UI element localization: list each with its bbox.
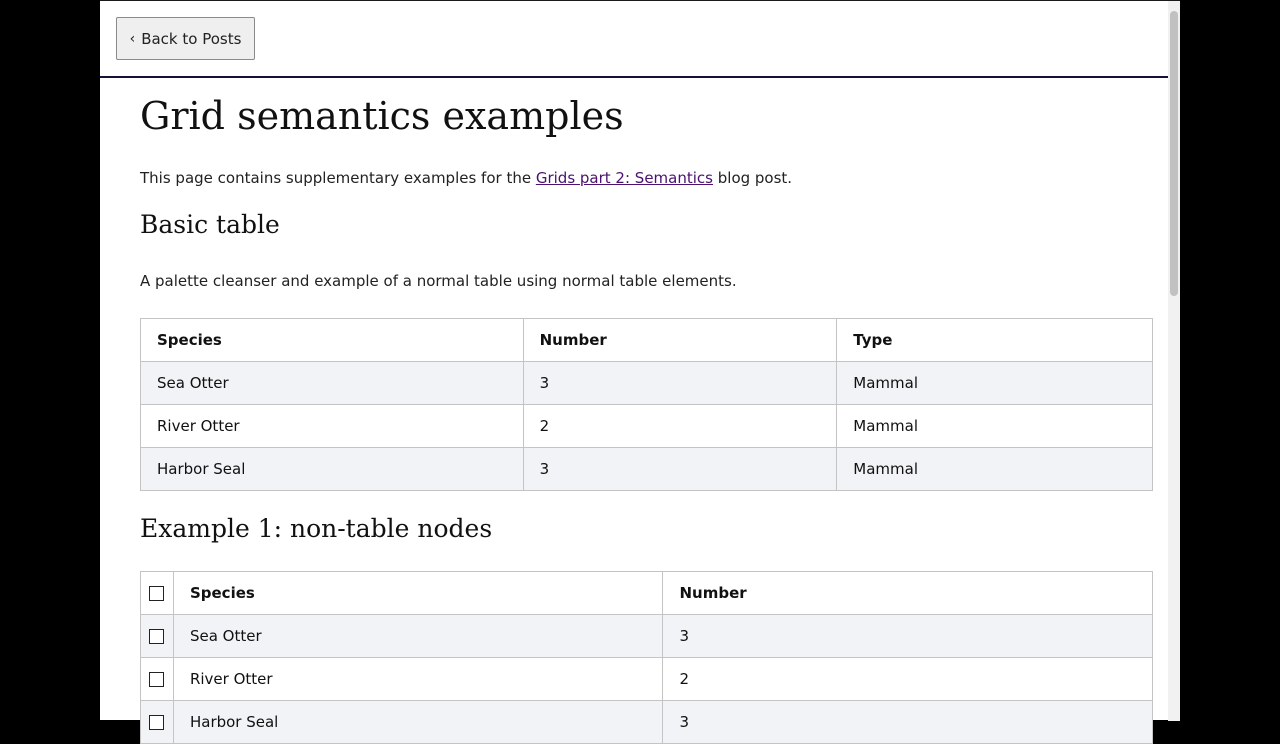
grid-header-row [141, 572, 1153, 615]
row-checkbox[interactable] [149, 715, 164, 730]
table-header-row [141, 319, 1153, 362]
intro-paragraph [140, 168, 1153, 188]
table-cell: Mammal [837, 362, 1153, 405]
chevron-left-icon: ‹ [129, 30, 136, 47]
column-header-species: Species [173, 572, 663, 615]
grid-cell: Harbor Seal [173, 701, 663, 744]
column-header-type: Type [837, 319, 1153, 362]
table-cell: 3 [523, 448, 837, 491]
grid-row [141, 615, 1153, 658]
intro-suffix: blog post. [712, 169, 793, 187]
table-cell: River Otter [141, 405, 524, 448]
grid-cell: 3 [663, 615, 1153, 658]
browser-viewport [100, 0, 1180, 731]
blog-post-link[interactable]: Grids part 2: Semantics [535, 169, 713, 187]
table-cell: Sea Otter [141, 362, 524, 405]
table-row [141, 448, 1153, 491]
page-title: Grid semantics examples [140, 94, 624, 138]
scrollbar-thumb[interactable] [1170, 11, 1178, 296]
table-cell: Mammal [837, 405, 1153, 448]
top-bar [100, 1, 1168, 78]
grid-cell: River Otter [173, 658, 663, 701]
table-row [141, 405, 1153, 448]
basic-table-description: A palette cleanser and example of a normal table using normal table elements. [140, 272, 737, 290]
example1-heading: Example 1: non-table nodes [140, 514, 493, 543]
example1-grid [140, 571, 1153, 744]
table-cell: 2 [523, 405, 837, 448]
column-header-number: Number [663, 572, 1153, 615]
main-content [140, 80, 1153, 744]
back-button-label: Back to Posts [141, 29, 242, 48]
table-cell: Mammal [837, 448, 1153, 491]
row-checkbox[interactable] [149, 672, 164, 687]
grid-row [141, 701, 1153, 744]
basic-table-heading: Basic table [140, 210, 280, 239]
row-select-cell [141, 615, 174, 658]
basic-table [140, 318, 1153, 491]
table-cell: Harbor Seal [141, 448, 524, 491]
row-select-cell [141, 658, 174, 701]
back-to-posts-button[interactable] [116, 17, 255, 60]
row-select-cell [141, 701, 174, 744]
intro-prefix: This page contains supplementary examples for the [140, 169, 536, 187]
grid-cell: 3 [663, 701, 1153, 744]
grid-cell: 2 [663, 658, 1153, 701]
column-header-species: Species [141, 319, 524, 362]
row-checkbox[interactable] [149, 629, 164, 644]
table-row [141, 362, 1153, 405]
select-all-checkbox[interactable] [149, 586, 164, 601]
grid-row [141, 658, 1153, 701]
vertical-scrollbar[interactable] [1168, 1, 1180, 721]
table-cell: 3 [523, 362, 837, 405]
select-all-cell [141, 572, 174, 615]
grid-cell: Sea Otter [173, 615, 663, 658]
column-header-number: Number [523, 319, 837, 362]
